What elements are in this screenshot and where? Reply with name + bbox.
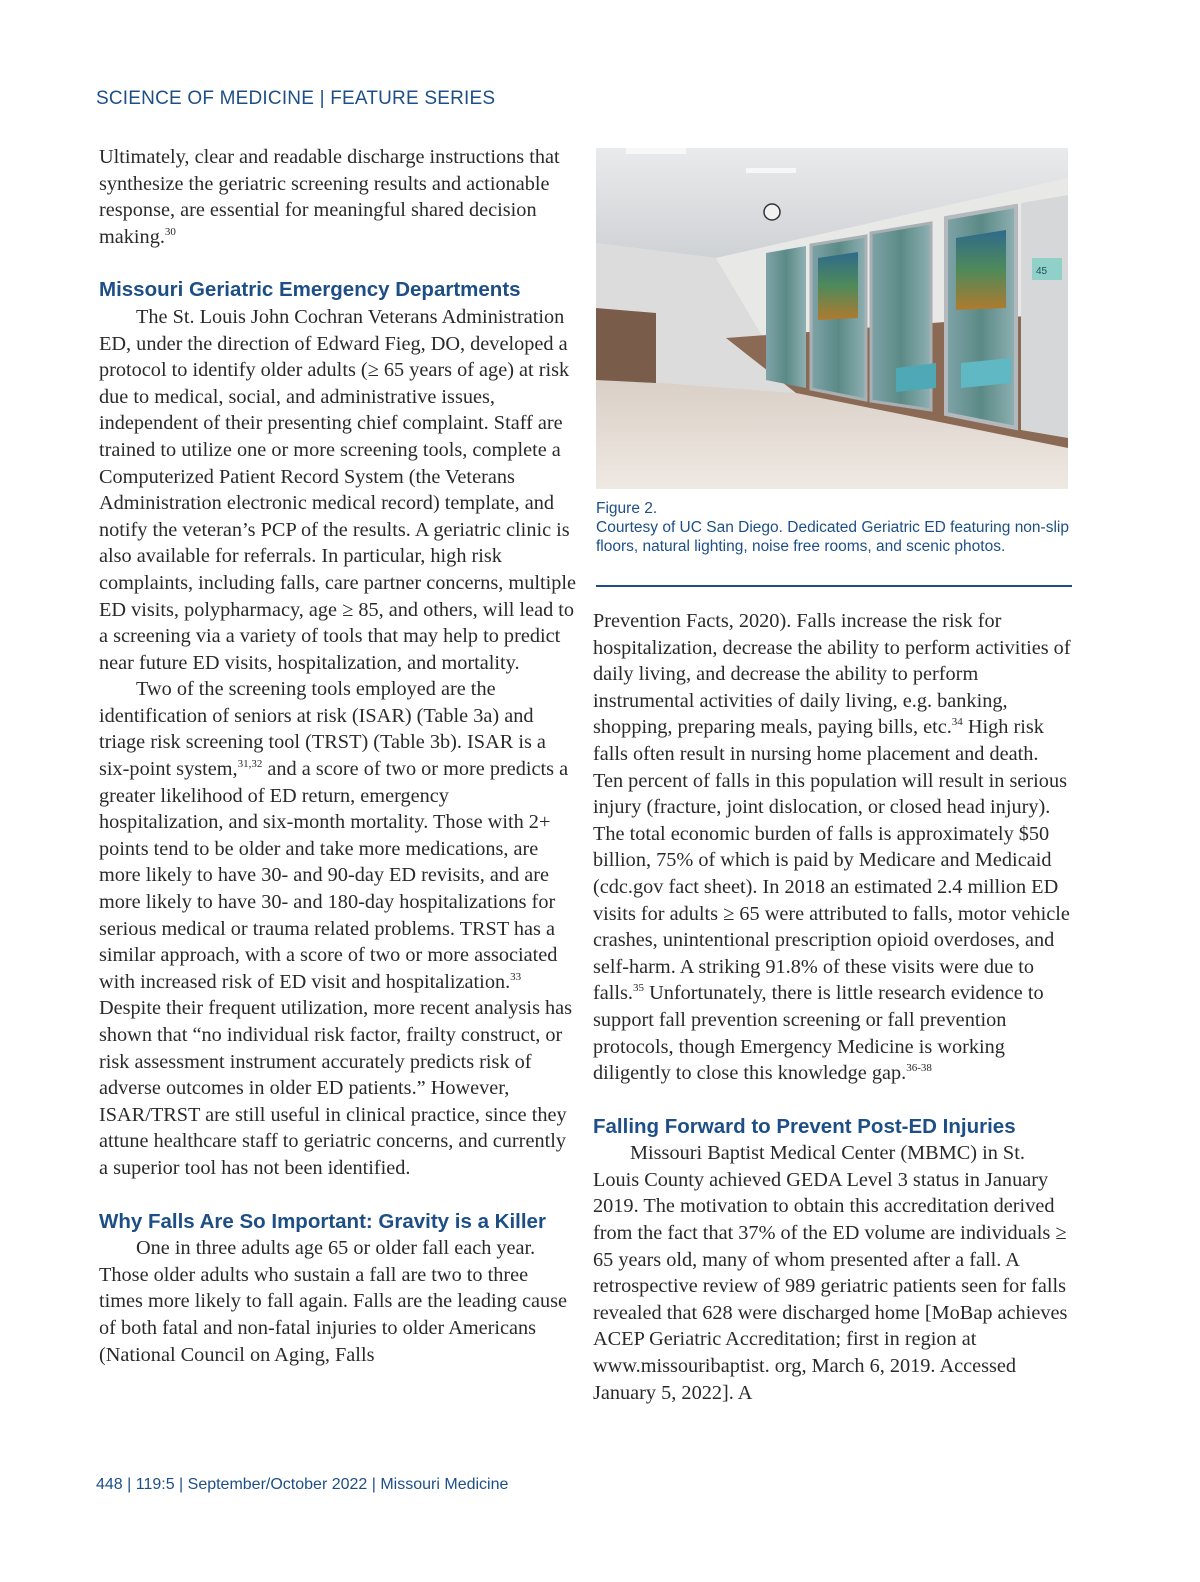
section-heading-why-falls: Why Falls Are So Important: Gravity is a Killer: [99, 1209, 546, 1233]
section-heading-missouri-geriatric-eds: Missouri Geriatric Emergency Departments: [99, 278, 521, 302]
figure-caption-text: Courtesy of UC San Diego. Dedicated Geriatric ED featuring non-slip floors, natural lighting, noise free rooms, and scenic photos.: [596, 519, 1069, 555]
paragraph-mbmc: Missouri Baptist Medical Center (MBMC) in St. Louis County achieved GEDA Level 3 status in January 2019. The motivation to obtain this accreditation derived from the fact that 37% of the ED volume are individuals ≥ 65 years old, many of whom presented after a fall. A retrospective review of 989 geriatric patients seen for falls revealed that 628 were discharged home [MoBap achieves ACEP Geriatric Accreditation; first in region at www.missouribaptist. org, March 6, 2019. Accessed January 5, 2022]. A: [593, 1142, 1068, 1404]
paragraph-falls-stats: One in three adults age 65 or older fall each year. Those older adults who sustain a fall are two to three times more likely to fall again. Falls are the leading cause of both fatal and non-fatal injuries to older Americans (National Council on Aging, Falls: [99, 1237, 568, 1366]
paragraph-falls-impact: Prevention Facts, 2020). Falls increase the risk for hospitalization, decrease the ability to perform activities of daily living, and decrease the ability to perform instrumental activities of daily living, e.g. banking, shopping, preparing meals, paying bills, etc.$^{34}$ High risk falls often result in nursing home placement and death. Ten percent of falls in this population will result in serious injury (fracture, joint dislocation, or closed head injury). The total economic burden of falls is approximately $50 billion, 75% of which is paid by Medicare and Medicaid (cdc.gov fact sheet). In 2018 an estimated 2.4 million ED visits for adults ≥ 65 were attributed to falls, motor vehicle crashes, unintentional prescription opioid overdoses, and self-harm. A striking 91.8% of these visits were due to falls.$^{35}$ Unfortunately, there is little research evidence to support fall prevention screening or fall prevention protocols, though Emergency Medicine is working diligently to close this knowledge gap.$^{36-38}$: [593, 610, 1071, 1085]
citation-ref: 33: [510, 971, 522, 984]
running-head: SCIENCE OF MEDICINE | FEATURE SERIES: [96, 88, 496, 109]
left-column: [99, 144, 577, 1368]
paragraph-va-protocol: The St. Louis John Cochran Veterans Administration ED, under the direction of Edward Fieg, DO, developed a protocol to identify older adults (≥ 65 years of age) at risk due to medical, social, and administrative issues, independent of their presenting chief complaint. Staff are trained to utilize one or more screening tools, complete a Computerized Patient Record System (the Veterans Administration electronic medical record) template, and notify the veteran’s PCP of the results. A geriatric clinic is also available for referrals. In particular, high risk complaints, including falls, care partner concerns, multiple ED visits, polypharmacy, age ≥ 85, and others, will lead to a screening via a variety of tools that may help to predict near future ED visits, hospitalization, and mortality.: [99, 305, 577, 674]
caption-divider: [596, 585, 1072, 587]
intro-paragraph: Ultimately, clear and readable discharge instructions that synthesize the geriatric screening results and actionable response, are essential for meaningful shared decision making.$^{30}$: [99, 146, 560, 248]
right-column: [593, 608, 1071, 1406]
citation-ref: 35: [633, 982, 644, 995]
section-heading-falling-forward: Falling Forward to Prevent Post-ED Injuries: [593, 1114, 1016, 1138]
paragraph-screening-tools: Two of the screening tools employed are the identification of seniors at risk (ISAR) (Table 3a) and triage risk screening tool (TRST) (Table 3b). ISAR is a six-point system,$^{31,32}$ and a score of two or more predicts a greater likelihood of ED return, emergency hospitalization, and six-month mortality. Those with 2+ points tend to be older and take more medications, are more likely to have 30- and 90-day ED revisits, and are more likely to have 30- and 180-day hospitalizations for serious medical or trauma related problems. TRST has a similar approach, with a score of two or more associated with increased risk of ED visit and hospitalization.$^{33}$ Despite their frequent utilization, more recent analysis has shown that “no individual risk factor, frailty construct, or risk assessment instrument accurately predicts risk of adverse outcomes in older ED patients.” However, ISAR/TRST are still useful in clinical practice, since they attune healthcare staff to geriatric concerns, and currently a superior tool has not been identified.: [99, 678, 573, 1179]
svg-text:45: 45: [1036, 266, 1048, 277]
citation-ref: 34: [951, 716, 963, 729]
hallway-photo: [596, 148, 1068, 489]
figure-caption: [596, 499, 1072, 556]
citation-ref: 31,32: [237, 758, 263, 771]
figure-label: Figure 2.: [596, 500, 658, 517]
wall-clock-icon: [764, 204, 780, 220]
figure-geriatric-ed-photo: [596, 148, 1068, 489]
page-footer: 448 | 119:5 | September/October 2022 | Missouri Medicine: [96, 1476, 509, 1493]
citation-ref: 36-38: [906, 1062, 932, 1075]
citation-ref: 30: [164, 226, 176, 239]
